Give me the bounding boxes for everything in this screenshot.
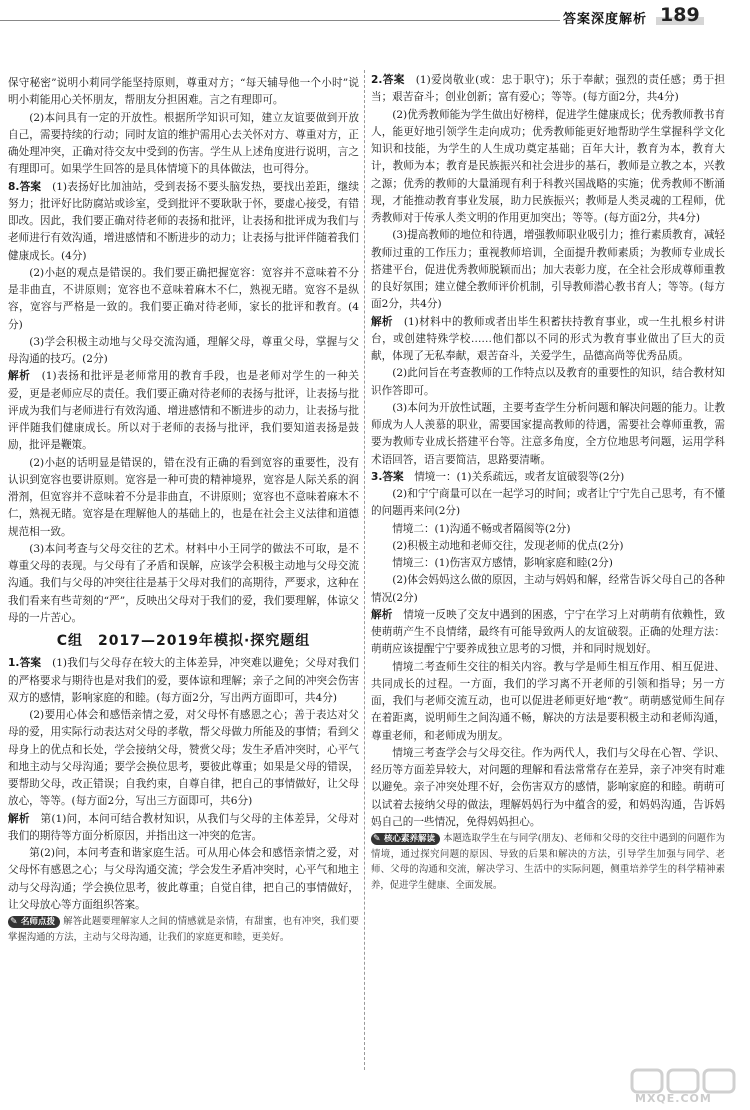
analysis-text: (1)表扬和批评是老师常用的教育手段，也是老师对学生的一种关爱，更是老师应尽的责任。我们要正确对待老师的表扬与批评，让表扬与批评成为我们与老师进行有效沟通、增进感情和不断进步的动力，让表扬与批评伴随我们健康成长。所以对于老师的表扬与批评，我们要知道表扬是鼓励，批评是鞭策。: [8, 370, 359, 452]
answer-text: (3)提高教师的地位和待遇，增强教师职业吸引力；推行素质教育，减轻教师过重的工作压力；重视教师培训，全面提升教师素质；为教师专业成长搭建平台，促进优秀教师脱颖而出；加大表彰力度，在全社会形成尊师重教的良好氛围；建立健全教师评价机制，引导教师潜心教书育人；等等。(每方面2分，共4分): [371, 229, 726, 311]
analysis-label: 解析: [8, 812, 30, 825]
answer-text: (1)我们与父母存在较大的主体差异，冲突难以避免；父母对我们的严格要求与期待也是对我们的爱，要体谅和理解；亲子之间的冲突会伤害双方的感情，影响家庭的和睦。(每方面2分，写出两方面即可，共4分): [8, 657, 359, 704]
analysis-text: (3)本问考查与父母交往的艺术。材料中小王同学的做法不可取，是不尊重父母的表现。与父母有了矛盾和误解，应该学会积极主动地与父母交流沟通。我们与父母的冲突往往是基于父母对我们的高期待，严要求，这种在我们看来有些苛刻的“严”，反映出父母对于我们的爱，我们要理解，体谅父母的一片苦心。: [8, 542, 359, 624]
answer-text: 情境一：(1)关系疏远，或者友谊破裂等(2分): [414, 470, 625, 483]
analysis-label: 解析: [8, 370, 31, 383]
analysis-text: 情境一反映了交友中遇到的困惑，宁宁在学习上对萌萌有依赖性，致使萌萌产生不良情绪，最终有可能导致两人的友谊破裂。正确的处理方法：萌萌应该提醒宁宁要养成独立思考的习惯，并和同时规划好。: [371, 608, 726, 656]
question-number: 2.答案: [371, 74, 405, 86]
page-header: [0, 0, 750, 28]
tip-text: 本题选取学生在与同学(朋友)、老师和父母的交往中遇到的问题作为情境，通过探究问题的原因、导致的后果和解决的方法，引导学生加强与同学、老师、父母的沟通和交流，解决学习、生活中的实际问题，侧重培养学生的科学精神素养，促进学生健康、全面发展。: [371, 833, 725, 891]
question-number: 3.答案: [371, 470, 404, 483]
answer-text: 情境三：(1)伤害双方感情，影响家庭和睦(2分): [392, 557, 613, 569]
question-number: 8.答案: [8, 180, 42, 193]
column-divider: [364, 70, 365, 1070]
tip-text: 解答此题要理解家人之间的情感就是亲情，有甜蜜，也有冲突，我们要掌握沟通的方法，主动与父母沟通，让我们的家庭更和睦，更美好。: [8, 916, 359, 943]
analysis-text: (2)此问旨在考查教师的工作特点以及教育的重要性的知识，结合教材知识作答即可。: [371, 367, 726, 397]
answer-text: (3)学会积极主动地与父母交流沟通，理解父母，尊重父母，掌握与父母沟通的技巧。(2分): [8, 335, 359, 365]
answer-text: (2)和宁宁商量可以在一起学习的时间；或者让宁宁先自己思考，有不懂的问题再来问(2分): [371, 488, 726, 518]
answer-text: (2)体会妈妈这么做的原因，主动与妈妈和解，经常告诉父母自己的各种情况(2分): [371, 574, 726, 604]
analysis-text: 情境三考查学会与父母交往。作为两代人，我们与父母在心智、学识、经历等方面差异较大，对问题的理解和看法常常存在差异，亲子冲突有时难以避免。亲子冲突处理不好，会伤害双方的感情，影响家庭的和睦。萌萌可以试着去接纳父母的做法，理解妈妈行为中蕴含的爱，和妈妈沟通，告诉妈妈自己的一些情况，免得妈妈担心。: [371, 746, 725, 828]
watermark-text: MXQE.COM: [635, 1092, 712, 1105]
answer-text: 情境二：(1)沟通不畅或者隔阂等(2分): [392, 522, 571, 535]
paragraph: (2)本问具有一定的开放性。根据所学知识可知，建立友谊要做到开放自己，需要持续的行动；同时友谊的维护需用心去关怀对方、尊重对方，正确处理冲突，正确对待交友中受到的伤害。学生从上述角度进行说明，言之有理即可。如果学生回答的是具体情境下的具体做法，也可得分。: [8, 111, 359, 176]
right-column: [371, 72, 725, 893]
answer-text: (1)表扬好比加油站，受到表扬不要头脑发热，要找出差距，继续努力；批评好比防腐站或诊室，受到批评不要耿耿于怀，要虚心接受，有错即改。因此，我们要正确对待老师的表扬和批评，让表扬和批评成为我们与老师进行有效沟通，增进感情和不断进步的动力；让表扬与批评伴随着我们健康成长。(4分): [8, 180, 359, 262]
answer-text: (1)爱岗敬业(或：忠于职守)；乐于奉献；强烈的责任感；勇于担当；艰苦奋斗；创业创新；富有爱心；等等。(每方面2分，共4分): [371, 74, 725, 104]
question-number: 1.答案: [8, 657, 42, 670]
answer-text: (2)积极主动地和老师交往，发现老师的优点(2分): [392, 539, 624, 552]
analysis-label: 解析: [371, 608, 393, 621]
header-rule: [0, 20, 560, 21]
analysis-text: 第(2)问，本问考查和谐家庭生活。可从用心体会和感悟亲情之爱，对父母怀有感恩之心；与父母沟通交流；学会发生矛盾冲突时，心平气和地主动与父母沟通；学会换位思考，彼此尊重；自觉自律，把自己的事情做好，让父母放心等方面组织答案。: [8, 847, 359, 911]
analysis-text: 第(1)问，本问可结合教材知识，从我们与父母的主体差异，父母对我们的期待等方面分析原因，并指出这一冲突的危害。: [8, 812, 360, 842]
left-column: [8, 75, 359, 945]
teacher-tip: [8, 914, 359, 945]
core-literacy-note: [371, 831, 725, 893]
header-label: 答案深度解析: [563, 12, 648, 27]
tip-tag: ✎ 核心素养解读: [371, 833, 440, 845]
analysis-text: 情境二考查师生交往的相关内容。教与学是师生相互作用、相互促进、共同成长的过程。一方面，我们的学习离不开老师的引领和指导；另一方面，我们与老师交流互动，也可以促进老师更好地“教”。萌萌感觉师生间存在着距离，说明师生之间沟通不畅，解决的方法是要积极主动和老师沟通，尊重老师，和老师成为朋友。: [371, 660, 725, 742]
answer-text: (2)小赵的观点是错误的。我们要正确把握宽容：宽容并不意味着不分是非曲直，不讲原则；宽容也不意味着麻木不仁，熟视无睹。宽容不是纵容，宽容与严格是一致的。我们要正确对待老师，家长的批评和教育。(4分): [8, 266, 359, 331]
paragraph: 保守秘密”说明小莉同学能坚持原则，尊重对方；“每天辅导他一个小时”说明小莉能用心关怀朋友，帮朋友分担困难。言之有理即可。: [8, 77, 359, 107]
page-number: 189: [660, 4, 700, 26]
analysis-text: (2)小赵的话明显是错误的，错在没有正确的看到宽容的重要性，没有认识到宽容也要讲原则。宽容是一种可贵的精神境界，宽容是人际关系的润滑剂，但宽容并不意味着不分是非曲直，不讲原则；宽容也不意味着麻木不仁，熟视无睹。宽容是在理解他人的基础上的，也是在社会主义法律和道德规范相一致。: [8, 456, 359, 538]
analysis-text: (3)本问为开放性试题，主要考查学生分析问题和解决问题的能力。让教师成为人人羡慕的职业，需要国家提高教师的待遇，需要社会尊师重教，需要为教师专业成长搭建平台等。注意多角度，全方位地思考问题，运用学科术语回答，语言要简洁，思路要清晰。: [371, 401, 726, 466]
analysis-text: (1)材料中的教师或者出毕生积蓄扶持教育事业，或一生扎根乡村讲台，或创建特殊学校……他们都以不同的形式为教育事业做出了巨大的贡献，体现了无私奉献，艰苦奋斗，关爱学生，品德高尚等优秀品质。: [371, 315, 725, 362]
section-title: C组 2017—2019年模拟·探究题组: [56, 633, 311, 649]
tip-tag: ✎ 名师点拨: [8, 916, 60, 928]
analysis-label: 解析: [371, 315, 393, 328]
answer-text: (2)优秀教师能为学生做出好榜样，促进学生健康成长；优秀教师教书育人，能更好地引领学生走向成功；优秀教师能更好地帮助学生掌握科学文化知识和技能，为学生的人生成功奠定基础；百年大计，教育为本，教育大计，教师为本；教育是民族振兴和社会进步的基石，教师是立教之本，兴教之源；优秀的教师的大量涌现有利于科教兴国战略的实施；优秀教师不断涌现，才能推动教育事业发展，助力民族振兴；教师是人类灵魂的工程师，优秀教师对于传承人类文明的作用更加突出；等等。(每方面2分，共4分): [371, 108, 726, 224]
answer-text: (2)要用心体会和感悟亲情之爱，对父母怀有感恩之心；善于表达对父母的爱，用实际行动表达对父母的孝敬，帮父母做力所能及的事情；看到父母身上的优点和长处，学会接纳父母，赞赏父母；发生矛盾冲突时，心平气和地主动与父母沟通；要学会换位思考，要彼此尊重；如果是父母的错误，要帮助父母，改正错误；自我约束，自尊自律，把自己的事情做好，让父母放心，等等。(每方面2分，写出三方面即可，共6分): [8, 709, 359, 808]
